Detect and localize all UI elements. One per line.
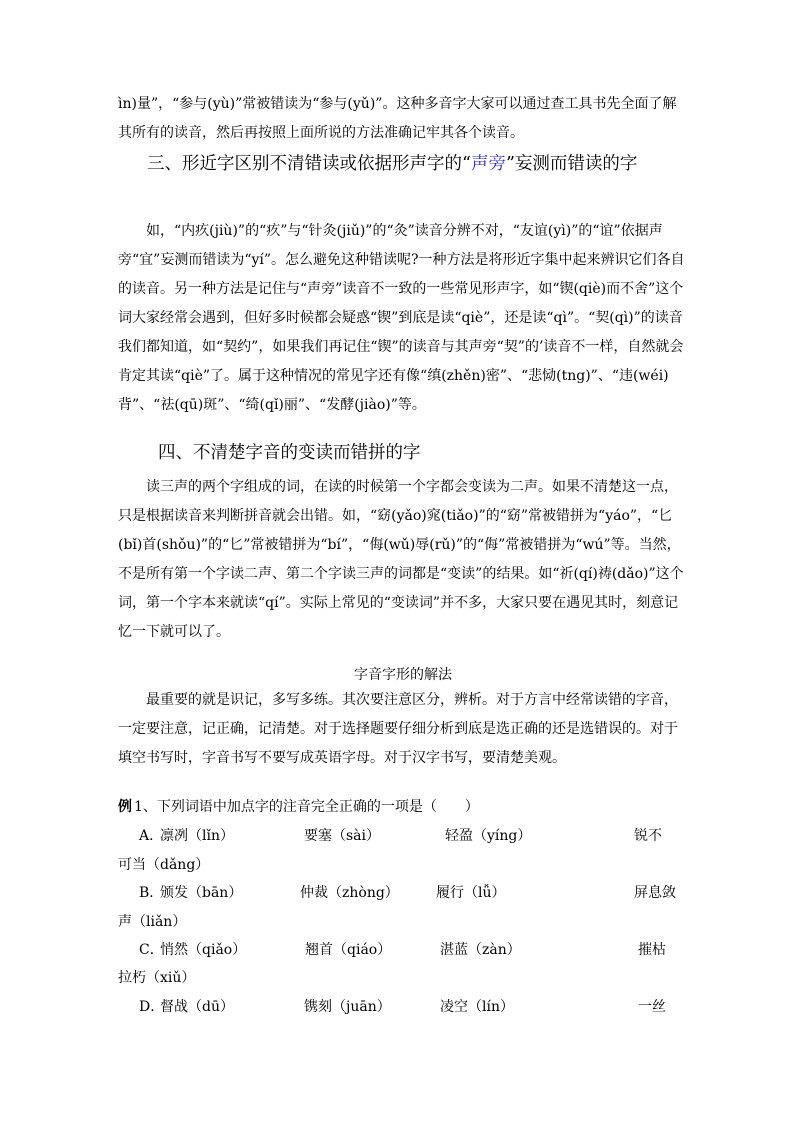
option-word: 仲裁（zhòng） <box>300 885 399 901</box>
option-word: 拉朽（xiǔ） <box>118 970 196 986</box>
heading-three-after: ”妄测而错读的字 <box>505 154 638 174</box>
option-word: 镌刻（juān） <box>304 999 391 1015</box>
option-d-row <box>118 993 688 1022</box>
option-word: 可当（dǎng） <box>118 857 210 873</box>
section-title: 字音字形的解法 <box>354 667 452 683</box>
option-b-continuation <box>118 908 688 937</box>
option-word: 湛蓝（zàn） <box>440 942 521 958</box>
option-letter: B． <box>139 885 164 901</box>
option-word: 颁发（bān） <box>160 885 243 901</box>
option-c-continuation <box>118 964 688 993</box>
paragraph-similar-chars: 如，“内疚(jiù)”的“疚”与“针灸(jiǔ)”的“灸”读音分辨不对，“友谊(yì)”的“谊”依据声旁“宜”妄测而错读为“yí”。怎么避免这种错读呢?一种方法是将形近字集中起来辨识它们各自的读音。另一种方法是记住与“声旁”读音不一致的一些常见形声字，如“锲(qiè)而不舍”这个词大家经常会遇到，但好多时候都会疑惑“锲”到底是读“qiè”，还是读“qì”。“契(qì)”的读音我们都知道，如“契约”，如果我们再记住“锲”的读音与其声旁“契”的’读音不一样，自然就会肯定其读“qiè”了。属于这种情况的常见字还有像“缜(zhěn)密”、“悲恸(tng)”、“违(wéi)背”、“祛(qū)斑”、“绮(qǐ)丽”、“发酵(jiào)”等。 <box>118 223 685 413</box>
option-word: 翘首（qiáo） <box>305 942 392 958</box>
option-word: 凌空（lín） <box>440 999 514 1015</box>
option-a-row <box>118 822 688 851</box>
option-word: 一丝 <box>638 999 666 1015</box>
option-word: 摧枯 <box>638 942 666 958</box>
paragraph-method: 最重要的就是识记，多写多练。其次要注意区分，辨析。对于方言中经常读错的字音，一定要注意，记正确，记清楚。对于选择题要仔细分析到底是选正确的还是选错误的。对于填空书写时，字音书写不要写成英语字母。对于汉字书写，要清楚美观。 <box>118 692 678 766</box>
paragraph-tone-sandhi: 读三声的两个字组成的词，在读的时候第一个字都会变读为二声。如果不清楚这一点，只是根据读音来判断拼音就会出错。如，“窈(yǎo)窕(tiǎo)”的“窈”常被错拼为“yáo”，“匕(bǐ)首(shǒu)”的“匕”常被错拼为“bí”，“侮(wǔ)辱(rǔ)”的“侮”常被错拼为“wú”等。当然，不是所有第一个字读二声、第二个字读三声的词都是“变读”的结果。如“祈(qí)祷(dǎo)”这个词，第一个字本来就读“qí”。实际上常见的“变读词”并不多，大家只要在遇见其时，刻意记忆一下就可以了。 <box>118 479 684 640</box>
heading-four: 四、不清楚字音的变读而错拼的字 <box>158 443 421 463</box>
heading-three <box>118 149 688 180</box>
example-label: 例 <box>118 799 132 815</box>
option-word: 履行（lǚ） <box>436 885 506 901</box>
option-word: 督战（dū） <box>160 999 234 1015</box>
option-word: 声（liǎn） <box>118 914 187 930</box>
option-word: 要塞（sài） <box>304 828 381 844</box>
heading-three-before: 三、形近字区别不清错读或依据形声字的“ <box>147 154 471 174</box>
option-word: 凛冽（lǐn） <box>160 828 234 844</box>
option-letter: C． <box>139 942 164 958</box>
option-word: 悄然（qiǎo） <box>160 942 247 958</box>
option-c-row <box>118 936 688 965</box>
option-word: 屏息敛 <box>634 885 676 901</box>
example-question <box>118 793 688 822</box>
example-question-text: 1、下列词语中加点字的注音完全正确的一项是（ ） <box>134 799 479 815</box>
option-word: 锐不 <box>634 828 662 844</box>
option-a-continuation <box>118 851 688 880</box>
option-letter: D． <box>139 999 165 1015</box>
paragraph-polyphone: ìn)量”，“参与(yù)”常被错读为“参与(yǔ)”。这种多音字大家可以通过查工具书先全面了解其所有的读音，然后再按照上面所说的方法准确记牢其各个读音。 <box>118 96 677 141</box>
heading-three-highlight: 声旁 <box>470 154 506 174</box>
option-b-row <box>118 879 688 908</box>
option-word: 轻盈（yíng） <box>445 828 532 844</box>
option-letter: A． <box>139 828 164 844</box>
